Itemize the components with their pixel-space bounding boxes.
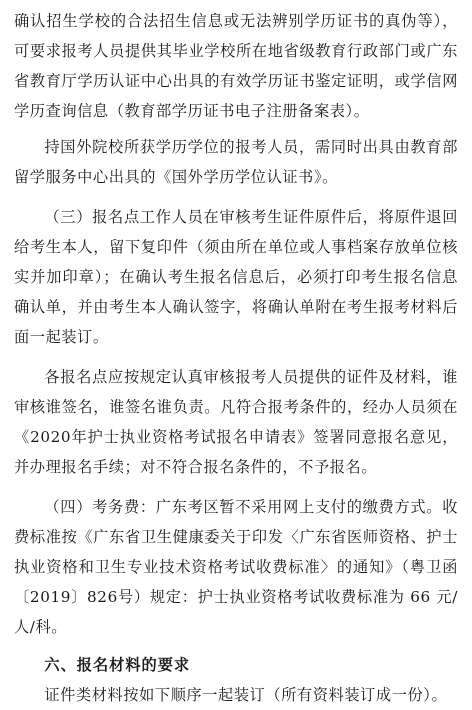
paragraph-materials: 证件类材料按如下顺序一起装订（所有资料装订成一份）。: [44, 686, 448, 704]
section-heading: 六、报名材料的要求: [44, 656, 191, 674]
paragraph-section-4: （四）考务费：广东考区暂不采用网上支付的缴费方式。收费标准按《广东省卫生健康委关于印发〈广东省医师资格、护士执业资格和卫生专业技术资格考试收费标准〉的通知》（粤卫函〔2019〕826号）规定：护士执业资格考试收费标准为 66 元/人/科。: [14, 498, 458, 636]
paragraph-section-3: （三）报名点工作人员在审核考生证件原件后，将原件退回给考生本人，留下复印件（须由所在单位或人事档案存放单位核实并加印章）；在确认考生报名信息后，必须打印考生报名信息确认单，并由考生本人确认签字，将确认单附在考生报考材料后面一起装订。: [14, 208, 458, 346]
paragraph-review: 各报名点应按规定认真审核报考人员提供的证件及材料，谁审核谁签名，谁签名谁负责。凡符合报考条件的，经办人员须在《2020年护士执业资格考试报名申请表》签署同意报名意见，并办理报名手续；对不符合报名条件的，不予报名。: [14, 368, 458, 476]
paragraph-foreign-degree: 持国外院校所获学历学位的报考人员，需同时出具由教育部留学服务中心出具的《国外学历学位认证书》。: [14, 138, 458, 186]
paragraph-continuation: 确认招生学校的合法招生信息或无法辨别学历证书的真伪等），可要求报考人员提供其毕业学校所在地省级教育行政部门或广东省教育厅学历认证中心出具的有效学历证书鉴定证明，或学信网学历查询信息（教育部学历证书电子注册备案表）。: [14, 12, 458, 120]
